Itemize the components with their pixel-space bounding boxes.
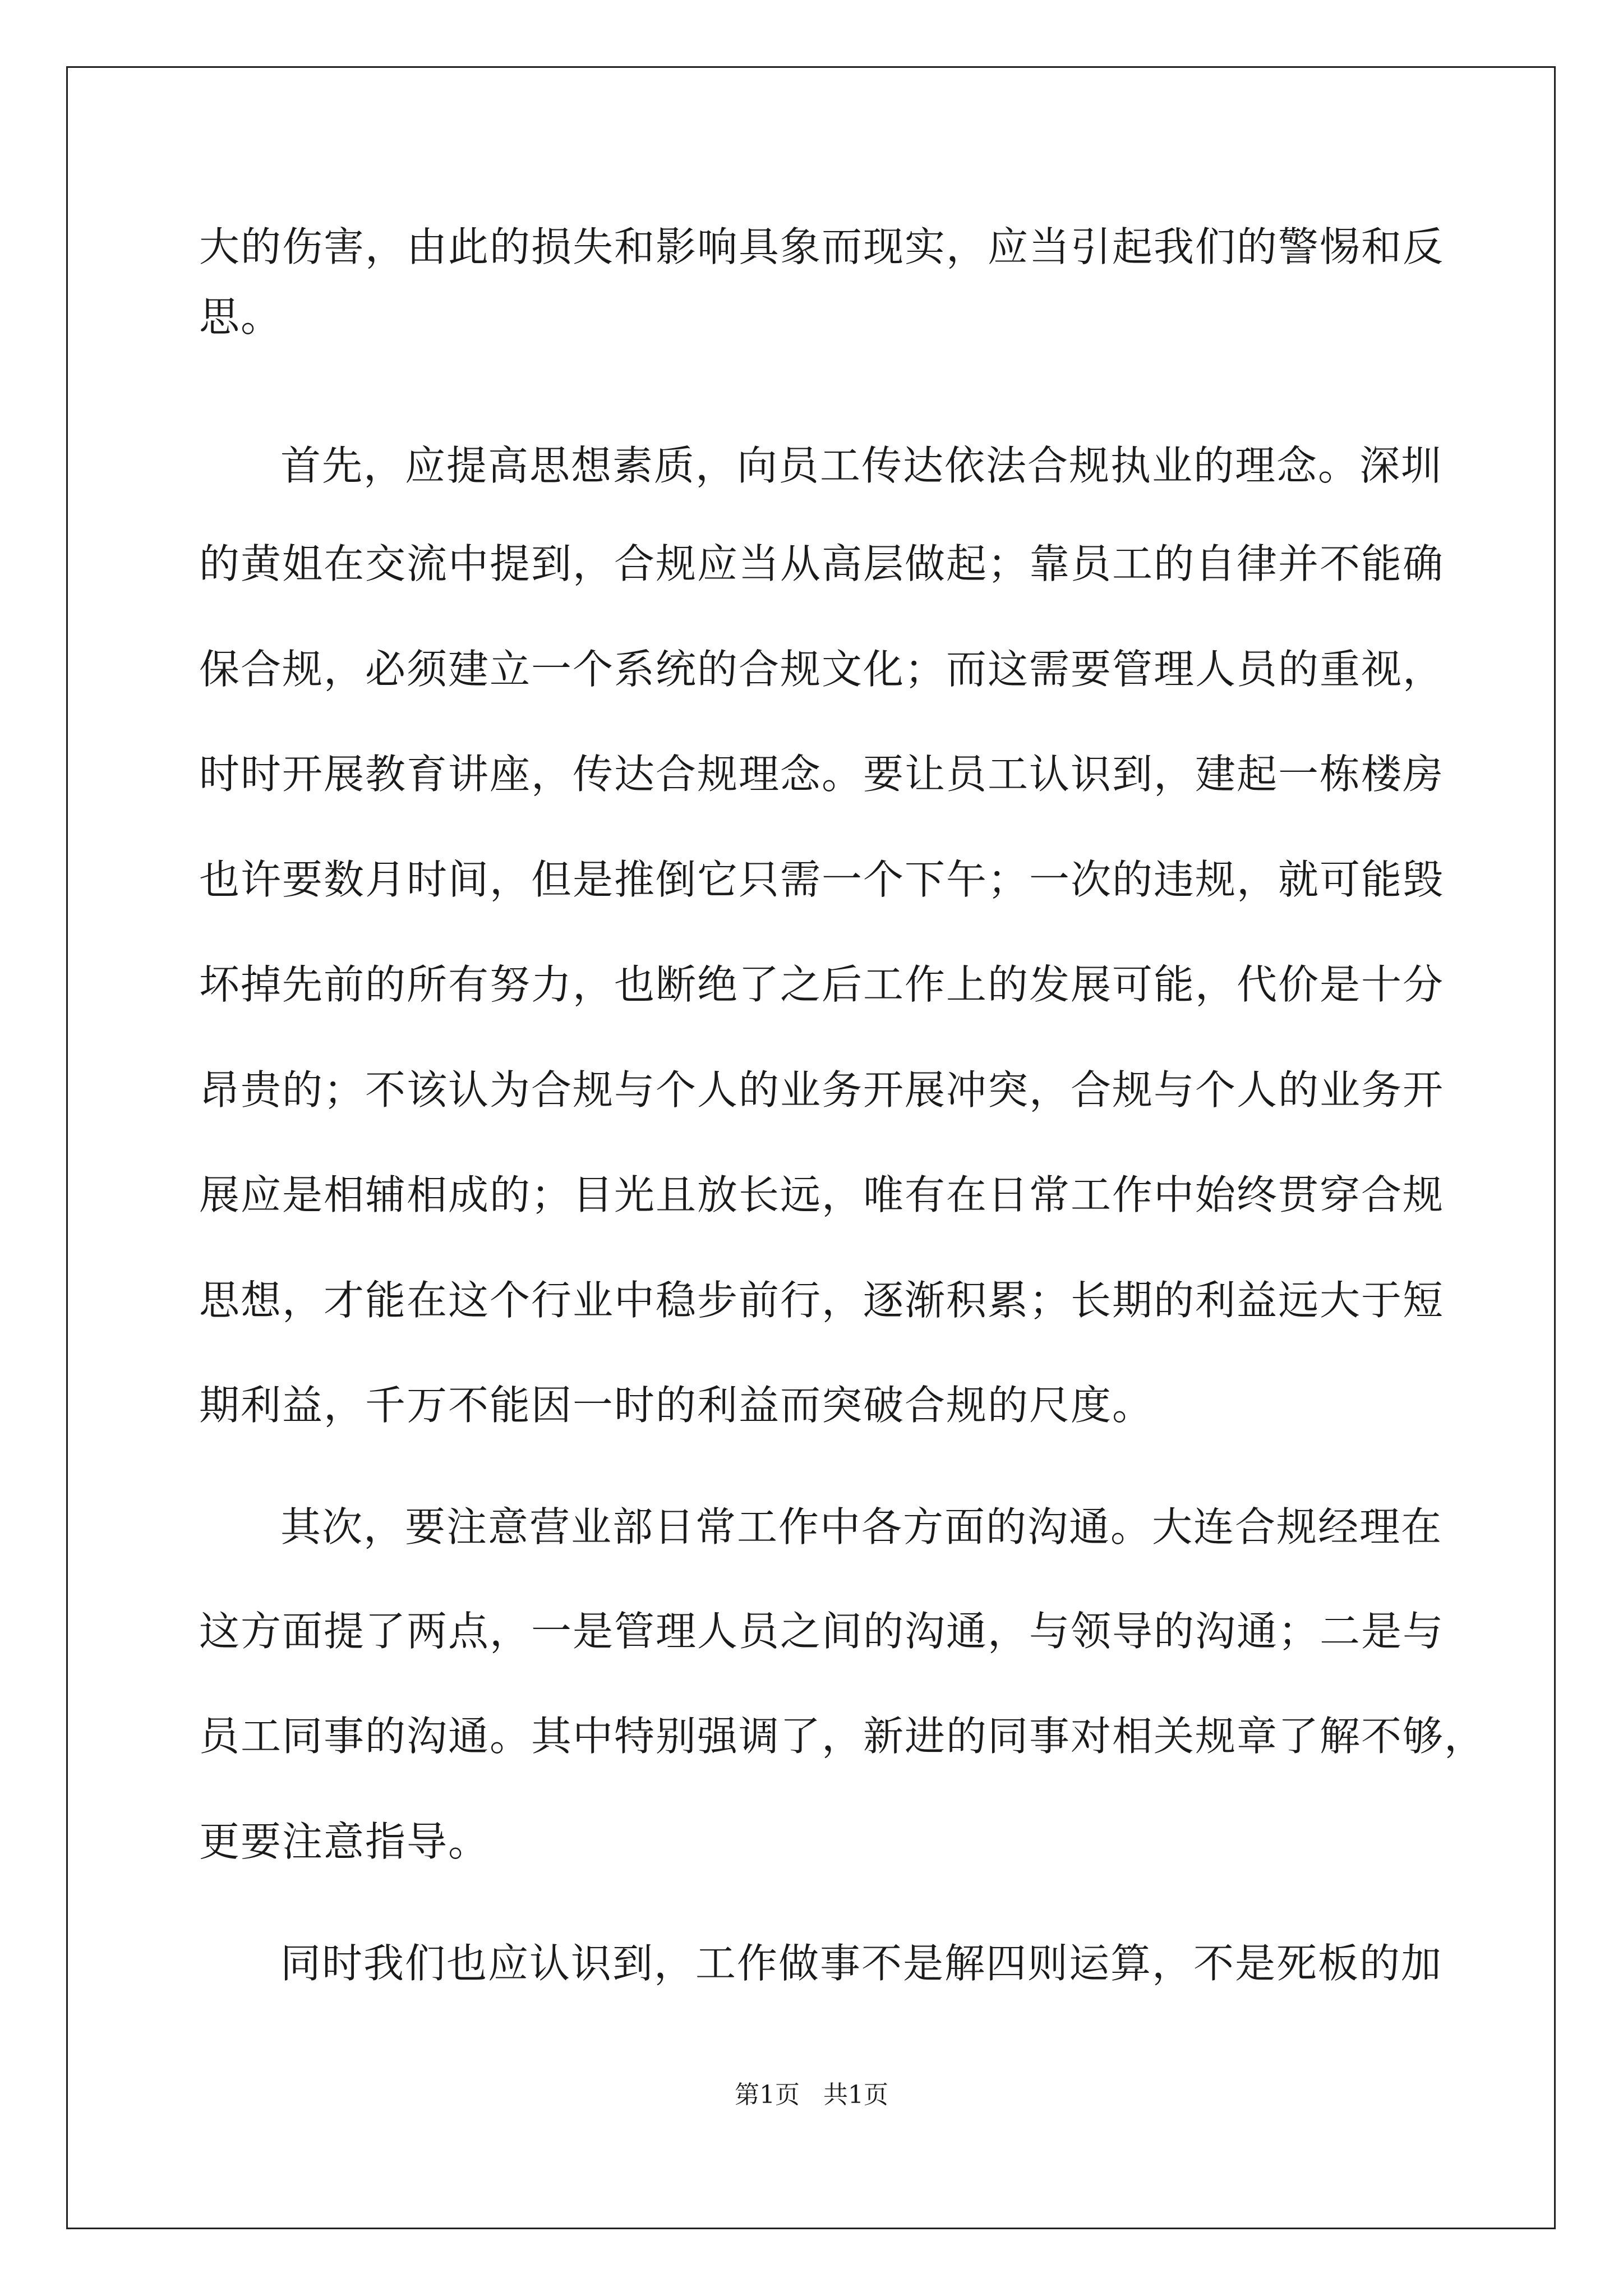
text-line: 也许要数月时间，但是推倒它只需一个下午；一次的违规，就可能毁 bbox=[199, 856, 1445, 903]
page-number: 第1页 bbox=[735, 2081, 800, 2109]
text-line: 这方面提了两点，一是管理人员之间的沟通，与领导的沟通；二是与 bbox=[199, 1608, 1445, 1655]
text-line: 思想，才能在这个行业中稳步前行，逐渐积累；长期的利益远大于短 bbox=[199, 1277, 1445, 1324]
page-border bbox=[66, 66, 1556, 2229]
text-line: 保合规，必须建立一个系统的合规文化；而这需要管理人员的重视， bbox=[199, 646, 1445, 693]
text-line: 更要注意指导。 bbox=[199, 1818, 490, 1865]
text-line: 时时开展教育讲座，传达合规理念。要让员工认识到，建起一栋楼房 bbox=[199, 751, 1445, 798]
text-line: 昂贵的；不该认为合规与个人的业务开展冲突，合规与个人的业务开 bbox=[199, 1066, 1445, 1114]
paragraph-start-line: 首先，应提高思想素质，向员工传达依法合规执业的理念。深圳 bbox=[280, 442, 1443, 489]
page-total: 共1页 bbox=[823, 2081, 888, 2109]
text-line: 的黄姐在交流中提到，合规应当从高层做起；靠员工的自律并不能确 bbox=[199, 540, 1445, 587]
paragraph-start-line: 同时我们也应认识到，工作做事不是解四则运算，不是死板的加 bbox=[280, 1940, 1443, 1987]
paragraph-start-line: 其次，要注意营业部日常工作中各方面的沟通。大连合规经理在 bbox=[280, 1503, 1443, 1550]
text-line: 期利益，千万不能因一时的利益而突破合规的尺度。 bbox=[199, 1382, 1154, 1429]
text-line: 思。 bbox=[199, 293, 283, 341]
text-line: 大的伤害，由此的损失和影响具象而现实，应当引起我们的警惕和反 bbox=[199, 223, 1445, 270]
page-footer bbox=[0, 2078, 1623, 2112]
text-line: 展应是相辅相成的；目光且放长远，唯有在日常工作中始终贯穿合规 bbox=[199, 1171, 1445, 1218]
text-line: 员工同事的沟通。其中特别强调了，新进的同事对相关规章了解不够， bbox=[199, 1713, 1486, 1760]
text-line: 坏掉先前的所有努力，也断绝了之后工作上的发展可能，代价是十分 bbox=[199, 961, 1445, 1008]
